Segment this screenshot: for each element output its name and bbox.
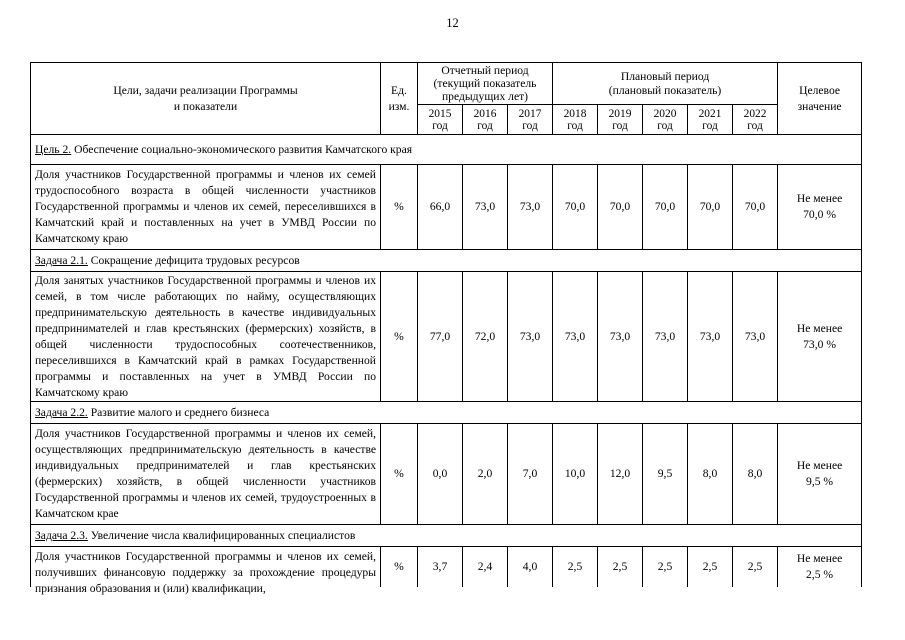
indicator-value: 10,0: [553, 424, 598, 525]
header-year: 2016 год: [463, 105, 508, 135]
indicator-value: 70,0: [553, 165, 598, 250]
indicator-value: 0,0: [418, 424, 463, 525]
indicator-value: 77,0: [418, 272, 463, 402]
indicator-value: 73,0: [553, 272, 598, 402]
indicator-value: 7,0: [508, 424, 553, 525]
header-reporting-period: Отчетный период (текущий показатель предыдущих лет): [418, 63, 553, 105]
indicator-target: Не менее 73,0 %: [778, 272, 862, 402]
indicator-description: Доля участников Государственной программы и членов их семей, осуществляющих предпринимательскую деятельность в качестве индивидуальных предпринимателей и глав крестьянских (фермерских) хозяйств, в общей численности участников Государственной программы и членов их семей, трудоустроенных в Камчатском крае: [31, 424, 381, 525]
header-year: 2022 год: [733, 105, 778, 135]
header-year: 2017 год: [508, 105, 553, 135]
indicator-value: 12,0: [598, 424, 643, 525]
indicator-target: Не менее 9,5 %: [778, 424, 862, 525]
section-task-2-1: Задача 2.1. Сокращение дефицита трудовых ресурсов: [31, 250, 862, 272]
indicator-description: Доля участников Государственной программы и членов их семей, получивших финансовую поддержку за прохождение процедуры признания образования и (или) квалификации,: [31, 547, 381, 588]
indicators-table: [30, 62, 862, 595]
header-year: 2015 год: [418, 105, 463, 135]
indicator-description: Доля занятых участников Государственной программы и членов их семей, в том числе работающих по найму, осуществляющих предпринимательскую деятельность в качестве индивидуальных предпринимателей и глав крестьянских (фермерских) хозяйств, в общей численности трудоспособных соотечественников, переселившихся в Камчатский край в рамках Государственной программы и поставленных на учет в УМВД России по Камчатскому краю: [31, 272, 381, 402]
indicator-value: 73,0: [598, 272, 643, 402]
header-planned-period: Плановый период (плановый показатель): [553, 63, 778, 105]
indicator-value: 73,0: [508, 272, 553, 402]
indicator-value: 2,5: [553, 547, 598, 588]
indicator-value: 2,5: [598, 547, 643, 588]
indicator-value: 66,0: [418, 165, 463, 250]
indicator-unit: %: [381, 547, 418, 588]
indicator-description: Доля участников Государственной программы и членов их семей трудоспособного возраста в общей численности участников Государственной программы и членов их семей, переселившихся в Камчатский край и поставленных на учет в УМВД России по Камчатскому краю: [31, 165, 381, 250]
indicator-value: 9,5: [643, 424, 688, 525]
indicator-value: 8,0: [733, 424, 778, 525]
page-number: 12: [446, 16, 459, 30]
indicator-value: 2,4: [463, 547, 508, 588]
header-unit: Ед. изм.: [381, 63, 418, 135]
section-goal-2: Цель 2. Обеспечение социально-экономического развития Камчатского края: [31, 135, 862, 165]
indicator-value: 2,5: [733, 547, 778, 588]
indicator-value: 70,0: [688, 165, 733, 250]
section-task-2-2: Задача 2.2. Развитие малого и среднего бизнеса: [31, 402, 862, 424]
indicator-value: 73,0: [508, 165, 553, 250]
indicator-value: 73,0: [463, 165, 508, 250]
indicator-target: Не менее 70,0 %: [778, 165, 862, 250]
header-target: Целевое значение: [778, 63, 862, 135]
indicator-value: 3,7: [418, 547, 463, 588]
indicator-value: 8,0: [688, 424, 733, 525]
indicator-value: 70,0: [643, 165, 688, 250]
indicator-target: Не менее 2,5 %: [778, 547, 862, 588]
indicator-value: 2,5: [688, 547, 733, 588]
indicator-unit: %: [381, 165, 418, 250]
indicator-value: 70,0: [598, 165, 643, 250]
header-year: 2020 год: [643, 105, 688, 135]
indicator-value: 2,0: [463, 424, 508, 525]
header-year: 2018 год: [553, 105, 598, 135]
indicator-value: 73,0: [688, 272, 733, 402]
indicator-unit: %: [381, 424, 418, 525]
indicator-value: 2,5: [643, 547, 688, 588]
indicator-unit: %: [381, 272, 418, 402]
indicator-value: 73,0: [733, 272, 778, 402]
indicator-value: 73,0: [643, 272, 688, 402]
section-task-2-3: Задача 2.3. Увеличение числа квалифицированных специалистов: [31, 525, 862, 547]
header-year: 2019 год: [598, 105, 643, 135]
indicator-value: 72,0: [463, 272, 508, 402]
header-goals: Цели, задачи реализации Программы и показатели: [31, 63, 381, 135]
indicator-value: 70,0: [733, 165, 778, 250]
indicator-value: 4,0: [508, 547, 553, 588]
header-year: 2021 год: [688, 105, 733, 135]
